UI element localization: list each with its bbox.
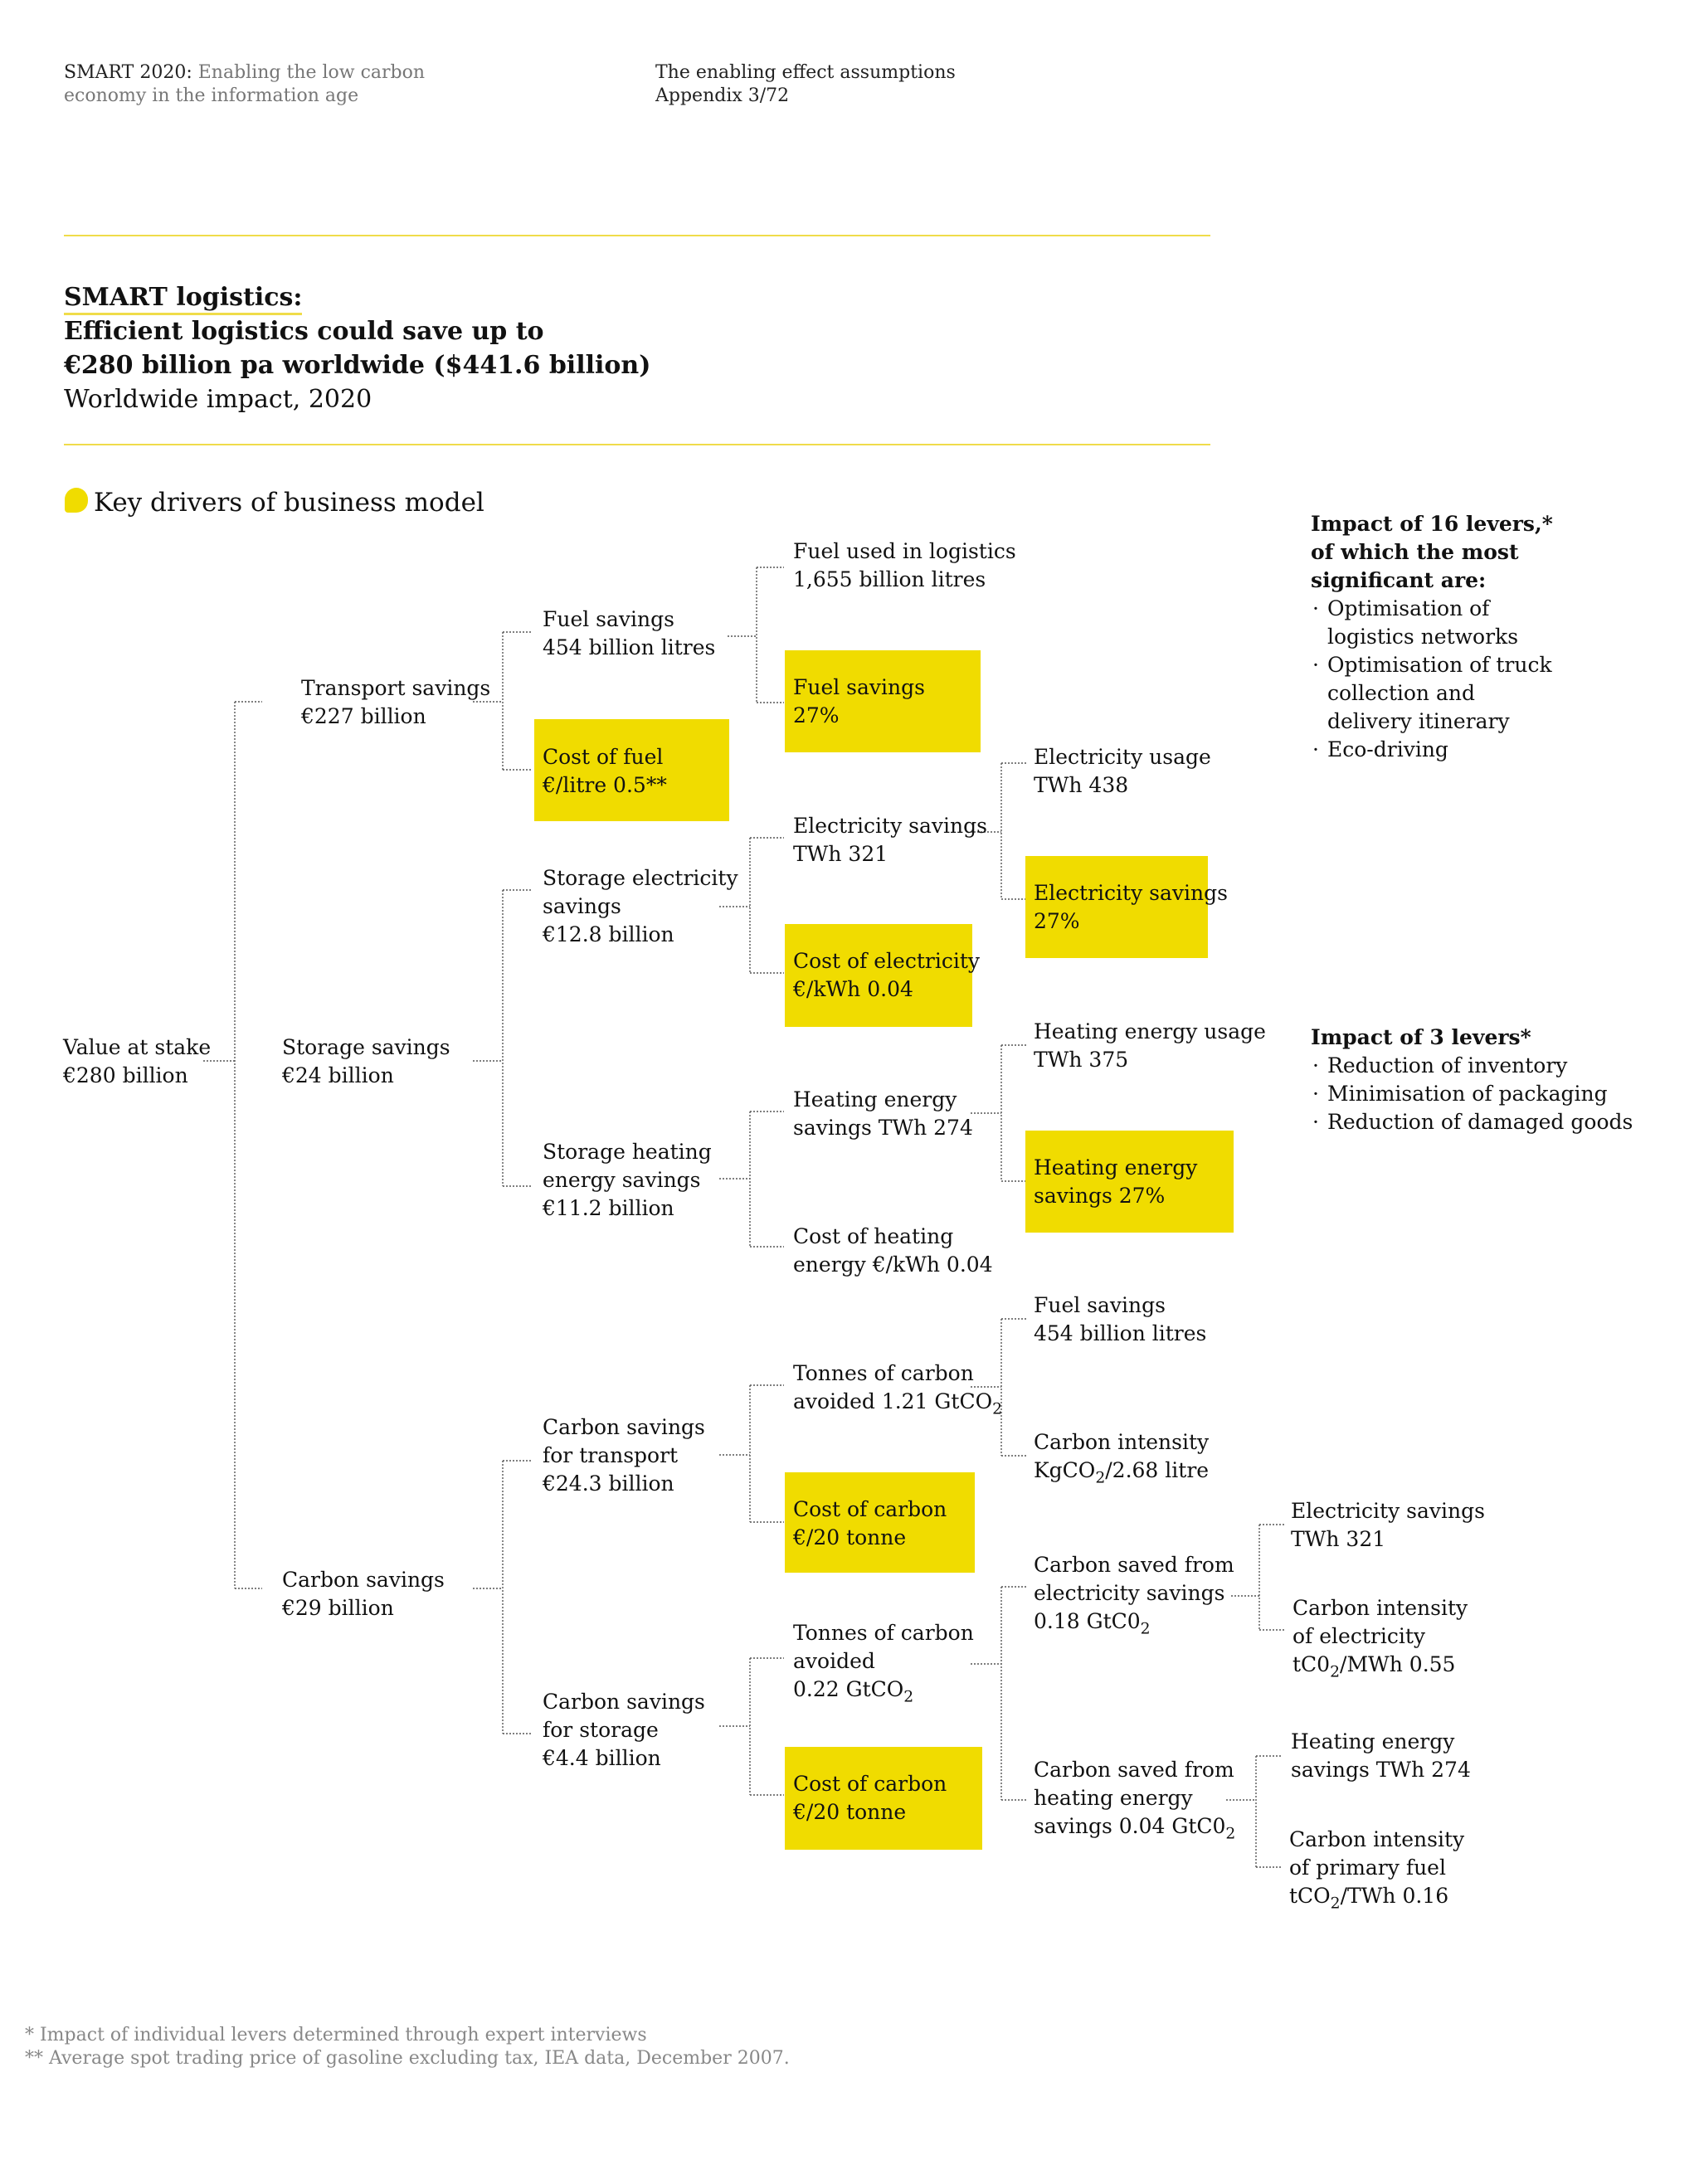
title-line-2: €280 billion pa worldwide ($441.6 billion)	[64, 351, 651, 380]
node-storage-heating-savings: Storage heating energy savings €11.2 billion	[543, 1140, 712, 1220]
box-cost-of-carbon-1: Cost of carbon €/20 tonne	[785, 1472, 975, 1573]
node-tonnes-carbon-storage: Tonnes of carbon avoided 0.22 GtCO$_2$	[793, 1621, 974, 1706]
node-heating-energy-savings-2: Heating energy savings TWh 274	[1291, 1729, 1471, 1782]
node-carbon-savings-storage: Carbon savings for storage €4.4 billion	[543, 1690, 705, 1770]
node-storage-electricity-savings: Storage electricity savings €12.8 billion	[543, 866, 738, 946]
node-cost-of-heating: Cost of heating energy €/kWh 0.04	[793, 1224, 993, 1277]
node-fuel-used-in-logistics: Fuel used in logistics 1,655 billion litres	[793, 539, 1016, 591]
impact-3-levers: Impact of 3 levers* · Reduction of inventory · Minimisation of packaging · Reduction of damaged goods	[1311, 1024, 1633, 1136]
lever-item: · Reduction of damaged goods	[1311, 1108, 1633, 1136]
lever-item: · Optimisation of truck	[1311, 651, 1553, 679]
node-carbon-intensity-primary-fuel: Carbon intensity of primary fuel tCO$_2$/TWh 0.16	[1289, 1827, 1465, 1913]
impact-16-levers: Impact of 16 levers,* of which the most significant are: · Optimisation of logistics networks · Optimisation of truck collection and delivery itinerary · Eco-driving	[1311, 510, 1553, 764]
node-electricity-usage: Electricity usage TWh 438	[1034, 745, 1211, 797]
node-carbon-intensity-fuel: Carbon intensity KgCO$_2$/2.68 litre	[1034, 1430, 1210, 1487]
page-section: The enabling effect assumptions Appendix 3/72	[655, 62, 956, 106]
lever-item: · Minimisation of packaging	[1311, 1080, 1633, 1108]
node-carbon-intensity-electricity: Carbon intensity of electricity $tC0_2$/MWh 0.55	[1293, 1596, 1468, 1681]
node-fuel-savings-2: Fuel savings 454 billion litres	[1034, 1293, 1207, 1345]
node-storage-savings: Storage savings €24 billion	[282, 1035, 450, 1087]
box-cost-of-carbon-2: Cost of carbon €/20 tonne	[785, 1747, 982, 1850]
footnotes	[25, 2024, 790, 2070]
node-carbon-saved-heating: Carbon saved from heating energy savings 0.04 $GtC0_2$	[1034, 1758, 1236, 1843]
box-fuel-savings-pct: Fuel savings 27%	[785, 650, 981, 752]
node-value-at-stake: Value at stake €280 billion	[63, 1035, 212, 1087]
section-heading: Key drivers of business model	[94, 488, 484, 518]
title-line-1: Efficient logistics could save up to	[64, 317, 544, 346]
node-tonnes-carbon-transport: Tonnes of carbon avoided 1.21 GtCO$_2$	[793, 1361, 1003, 1418]
node-fuel-savings: Fuel savings 454 billion litres	[543, 607, 716, 659]
lever-item: · Optimisation of	[1311, 595, 1553, 623]
title-tag: SMART logistics:	[64, 283, 302, 315]
node-carbon-saved-electricity: Carbon saved from electricity savings 0.18 $GtC0_2$	[1034, 1553, 1234, 1638]
node-carbon-savings-transport: Carbon savings for transport €24.3 billion	[543, 1415, 705, 1496]
box-heating-savings-pct: Heating energy savings 27%	[1025, 1131, 1234, 1233]
lever-item: · Reduction of inventory	[1311, 1052, 1633, 1080]
footnote: ** Average spot trading price of gasoline excluding tax, IEA data, December 2007.	[25, 2048, 790, 2069]
node-electricity-savings-2: Electricity savings TWh 321	[1291, 1499, 1485, 1551]
box-electricity-savings-pct: Electricity savings 27%	[1025, 856, 1208, 958]
node-heating-energy-usage: Heating energy usage TWh 375	[1034, 1019, 1266, 1072]
box-cost-of-electricity: Cost of electricity €/kWh 0.04	[785, 924, 972, 1027]
node-electricity-savings: Electricity savings TWh 321	[793, 814, 987, 866]
node-carbon-savings: Carbon savings €29 billion	[282, 1568, 445, 1620]
publication-title: SMART 2020: Enabling the low carbon economy in the information age	[64, 62, 426, 106]
footnote: * Impact of individual levers determined through expert interviews	[25, 2025, 647, 2045]
box-cost-of-fuel: Cost of fuel €/litre 0.5**	[534, 719, 729, 821]
subtitle: Worldwide impact, 2020	[64, 385, 372, 414]
lever-item: · Eco-driving	[1311, 736, 1553, 764]
node-transport-savings: Transport savings €227 billion	[301, 676, 491, 728]
node-heating-energy-savings: Heating energy savings TWh 274	[793, 1087, 973, 1140]
